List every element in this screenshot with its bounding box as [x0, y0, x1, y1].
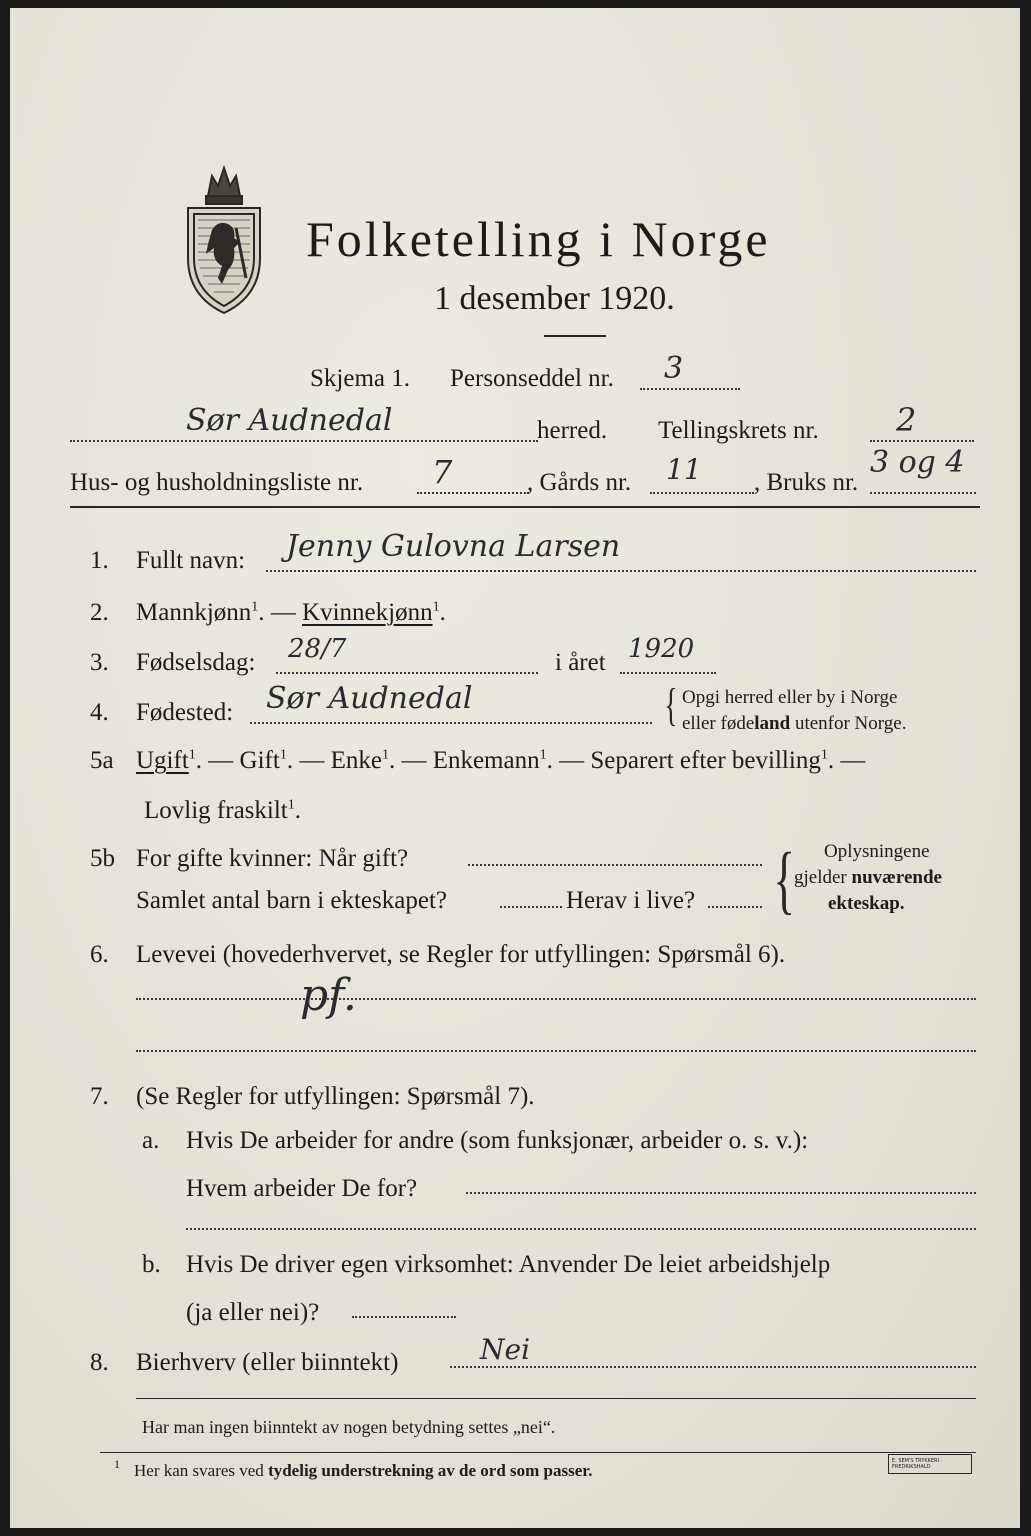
bruks-line — [870, 492, 976, 494]
skjema-label: Skjema 1. — [310, 365, 410, 392]
q4-number: 4. — [90, 699, 109, 726]
q5b-note-line1: Oplysningene — [824, 841, 930, 862]
footer-note: Har man ingen biinntekt av nogen betydning settes „nei“. — [142, 1417, 556, 1437]
q3-number: 3. — [90, 649, 109, 676]
norway-coat-of-arms-icon — [178, 158, 270, 318]
q6-line2 — [136, 1050, 976, 1052]
q5a-fraskilt-option[interactable]: Lovlig fraskilt — [144, 797, 288, 824]
q1-label: Fullt navn: — [136, 547, 246, 574]
q4-line — [250, 722, 652, 724]
q5a-separert-option[interactable]: Separert efter bevilling — [590, 747, 821, 774]
tellingskrets-line — [870, 440, 974, 442]
hus-line — [417, 492, 529, 494]
q7-number: 7. — [90, 1083, 109, 1110]
q4-brace: { — [664, 679, 678, 730]
q5b-note-line3: ekteskap. — [828, 893, 905, 914]
q4-note-line2: eller fødeland utenfor Norge. — [682, 713, 907, 734]
q5a-enkemann-option[interactable]: Enkemann — [432, 747, 540, 774]
bruks-label: , Bruks nr. — [754, 469, 859, 496]
hus-label: Hus- og husholdningsliste nr. — [70, 469, 364, 496]
q6-number: 6. — [90, 941, 109, 968]
q5b-alive-line — [708, 906, 762, 908]
q7b-question: (ja eller nei)? — [186, 1299, 320, 1326]
q2-end: . — [439, 599, 446, 626]
q5b-brace: { — [773, 838, 796, 922]
q1-line — [266, 570, 976, 572]
q7a-line2 — [186, 1228, 976, 1230]
q4-birthplace-value[interactable]: Sør Audnedal — [266, 681, 473, 716]
q7b-text: Hvis De driver egen virksomhet: Anvender De leiet arbeidshjelp — [186, 1251, 831, 1278]
q5b-children-label: Samlet antal barn i ekteskapet? — [136, 887, 447, 914]
hus-value[interactable]: 7 — [432, 453, 453, 491]
q7-label: (Se Regler for utfyllingen: Spørsmål 7). — [136, 1083, 535, 1110]
header-rule — [70, 506, 980, 508]
q5b-line1: For gifte kvinner: Når gift? — [136, 845, 409, 872]
q5a-fraskilt-row: Lovlig fraskilt$^1$. — [144, 797, 301, 824]
q3-year-value[interactable]: 1920 — [628, 634, 695, 664]
q8-side-income-value[interactable]: Nei — [480, 1333, 531, 1366]
q7b-letter: b. — [142, 1251, 161, 1278]
form-title: Folketelling i Norge — [306, 211, 771, 267]
q8-number: 8. — [90, 1349, 109, 1376]
q4-note-line1: Opgi herred eller by i Norge — [682, 687, 898, 708]
q7a-question: Hvem arbeider De for? — [186, 1175, 418, 1202]
footer-rule-bottom — [100, 1452, 976, 1453]
q5a-ugift-option[interactable]: Ugift — [136, 747, 189, 774]
q6-occupation-value[interactable]: pf. — [300, 970, 357, 1021]
q1-full-name-value[interactable]: Jenny Gulovna Larsen — [286, 529, 621, 564]
q2-female-option[interactable]: Kvinnekjønn — [302, 599, 433, 626]
bruks-value[interactable]: 3 og 4 — [870, 445, 965, 480]
q5a-marital-options: Ugift$^1$. — Gift$^1$. — Enke$^1$. — Enkemann$^1$. — Separert efter bevilling$^1$. — — [136, 747, 866, 774]
q3-day-line — [276, 672, 538, 674]
q7b-line — [352, 1316, 456, 1318]
q5a-enke-option[interactable]: Enke — [330, 747, 382, 774]
footnote-mark: 1 — [114, 1457, 120, 1471]
q2-male-option[interactable]: Mannkjønn — [136, 599, 252, 626]
census-date: 1 desember 1920. — [434, 280, 675, 317]
tellingskrets-label: Tellingskrets nr. — [658, 417, 819, 444]
gards-line — [650, 492, 754, 494]
q5b-number: 5b — [90, 845, 115, 872]
q5b-children-line — [500, 906, 562, 908]
q6-label: Levevei (hovederhvervet, se Regler for utfyllingen: Spørsmål 6). — [136, 941, 786, 968]
q8-label: Bierhverv (eller biinntekt) — [136, 1349, 399, 1376]
q3-label: Fødselsdag: — [136, 649, 256, 676]
herred-line — [70, 440, 538, 442]
q3-birthday-value[interactable]: 28/7 — [288, 634, 347, 664]
personseddel-line — [640, 388, 740, 390]
q3-year-label: i året — [555, 649, 606, 676]
q5a-number: 5a — [90, 747, 114, 774]
q7a-letter: a. — [142, 1127, 160, 1154]
q5b-note-line2: gjelder nuværende — [794, 867, 942, 888]
gards-value[interactable]: 11 — [666, 453, 702, 486]
herred-label: herred. — [537, 417, 608, 444]
q5b-married-line — [468, 864, 762, 866]
personseddel-label: Personseddel nr. — [450, 365, 614, 392]
gards-label: , Gårds nr. — [527, 469, 632, 496]
census-form-sheet — [10, 8, 1020, 1528]
title-divider — [544, 335, 606, 337]
q1-number: 1. — [90, 547, 109, 574]
q6-line1 — [136, 998, 976, 1000]
personseddel-value[interactable]: 3 — [664, 351, 684, 386]
footer-rule-top — [136, 1398, 976, 1399]
q5b-alive-label: Herav i live? — [566, 887, 696, 914]
q7a-line1 — [466, 1192, 976, 1194]
tellingskrets-value[interactable]: 2 — [896, 401, 917, 439]
footnote-text: Her kan svares ved tydelig understrekning av de ord som passer. — [134, 1461, 593, 1480]
q2-separator: . — — [258, 599, 303, 626]
herred-value[interactable]: Sør Audnedal — [186, 403, 393, 438]
q2-number: 2. — [90, 599, 109, 626]
q3-year-line — [620, 672, 716, 674]
q7a-text: Hvis De arbeider for andre (som funksjonær, arbeider o. s. v.): — [186, 1127, 809, 1154]
q8-line — [450, 1366, 976, 1368]
q2-gender-options: Mannkjønn$^1$. — Kvinnekjønn$^1$. — [136, 599, 446, 626]
q5a-gift-option[interactable]: Gift — [239, 747, 280, 774]
printer-stamp: E. SEM'S TRYKKERI · FREDRIKSHALD — [888, 1454, 972, 1474]
q4-label: Fødested: — [136, 699, 234, 726]
